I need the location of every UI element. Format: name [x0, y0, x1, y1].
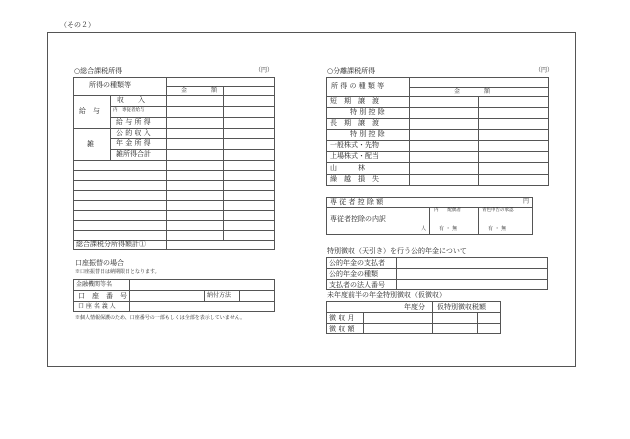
payment-method-label: 納付方法: [207, 292, 232, 299]
separate-unit: （円）: [535, 67, 554, 74]
person-count-suffix: 人: [421, 226, 427, 232]
salary-total-row: 給 与 所 得: [116, 118, 151, 126]
institution-label: 金融機関等名: [76, 281, 113, 288]
forestry-row: 山 林: [330, 164, 365, 172]
bank-transfer-title: 口座振替の場合: [75, 259, 124, 267]
pension-title: 特別徴収（天引き）を行う公的年金について: [327, 247, 467, 255]
collection-month-label: 徴 収 月: [329, 314, 355, 322]
long-term-deduction-row: 特 別 控 除: [350, 130, 385, 138]
payer-corporate-number-label: 支払者の法人番号: [329, 281, 385, 289]
total-income-label: 総合課税分所得額計①: [76, 240, 146, 248]
collection-amount-label: 徴 収 額: [329, 325, 355, 333]
col-income-kind: 所得の種類等: [89, 81, 131, 89]
pension-table: [326, 257, 548, 290]
privacy-footnote: ※個人情報保護のため、口座番号の一部もしくは全部を表示していません。: [75, 315, 246, 321]
misc-group-label: 雑: [87, 140, 94, 148]
long-term-transfer-row: 長 期 譲 渡: [330, 119, 379, 127]
provisional-collection-title: 未年度前半の年金特別徴収（仮徴収）: [327, 291, 446, 299]
misc-public-income-row: 公 的 収 入: [116, 129, 151, 137]
exclusive-breakdown-label: 専従者控除の内訳: [330, 215, 386, 223]
spouse-label: 内 配偶者: [434, 208, 461, 213]
comprehensive-income-table: [73, 77, 275, 250]
blue-return-label: 青色申告の承認: [482, 208, 514, 213]
account-number-label: 口 座 番 号: [78, 292, 127, 300]
pension-payer-label: 公的年金の支払者: [329, 259, 385, 267]
separate-income-table: [326, 77, 549, 186]
exclusive-deduction-unit: 円: [523, 198, 530, 205]
listed-stocks-row: 上場株式・配当: [330, 152, 379, 160]
separate-income-title: ○分離課税所得: [327, 67, 376, 75]
salary-dependent-row: 内 専従者給与: [113, 108, 145, 113]
exclusive-deduction-table: [326, 197, 533, 235]
comprehensive-income-title: ○総合課税所得: [74, 67, 123, 75]
year-column-label: 年度分: [404, 303, 425, 311]
exclusive-deduction-label: 専 従 者 控 除 額: [330, 198, 384, 206]
comprehensive-unit: （円）: [255, 67, 274, 74]
col-amount: 金 額: [181, 87, 218, 94]
salary-income-row: 収 入: [117, 96, 145, 104]
misc-pension-row: 年 金 所 得: [116, 139, 151, 147]
bank-transfer-note: ※口座振替日は納期限日となります。: [75, 269, 160, 275]
separate-col-kind: 所 得 の 種 類 等: [331, 82, 385, 90]
spouse-value: 有 ・ 無: [439, 226, 458, 232]
provisional-tax-column-label: 仮特別徴収税額: [437, 303, 486, 311]
account-holder-label: 口 座 名 義 人: [78, 303, 116, 310]
misc-total-row: 雑所得合計: [116, 150, 151, 158]
blue-return-value: 有 ・ 無: [488, 226, 507, 232]
bank-table: [73, 279, 275, 312]
salary-group-label: 給 与: [79, 107, 100, 115]
page-label: （その２）: [60, 21, 95, 29]
provisional-collection-table: [326, 301, 501, 334]
pension-type-label: 公的年金の種類: [329, 270, 378, 278]
general-stocks-row: 一般株式・先物: [330, 141, 379, 149]
short-term-deduction-row: 特 別 控 除: [350, 108, 385, 116]
separate-col-amount: 金 額: [454, 88, 491, 95]
short-term-transfer-row: 短 期 譲 渡: [330, 97, 379, 105]
carryover-loss-row: 繰 越 損 失: [330, 175, 379, 183]
